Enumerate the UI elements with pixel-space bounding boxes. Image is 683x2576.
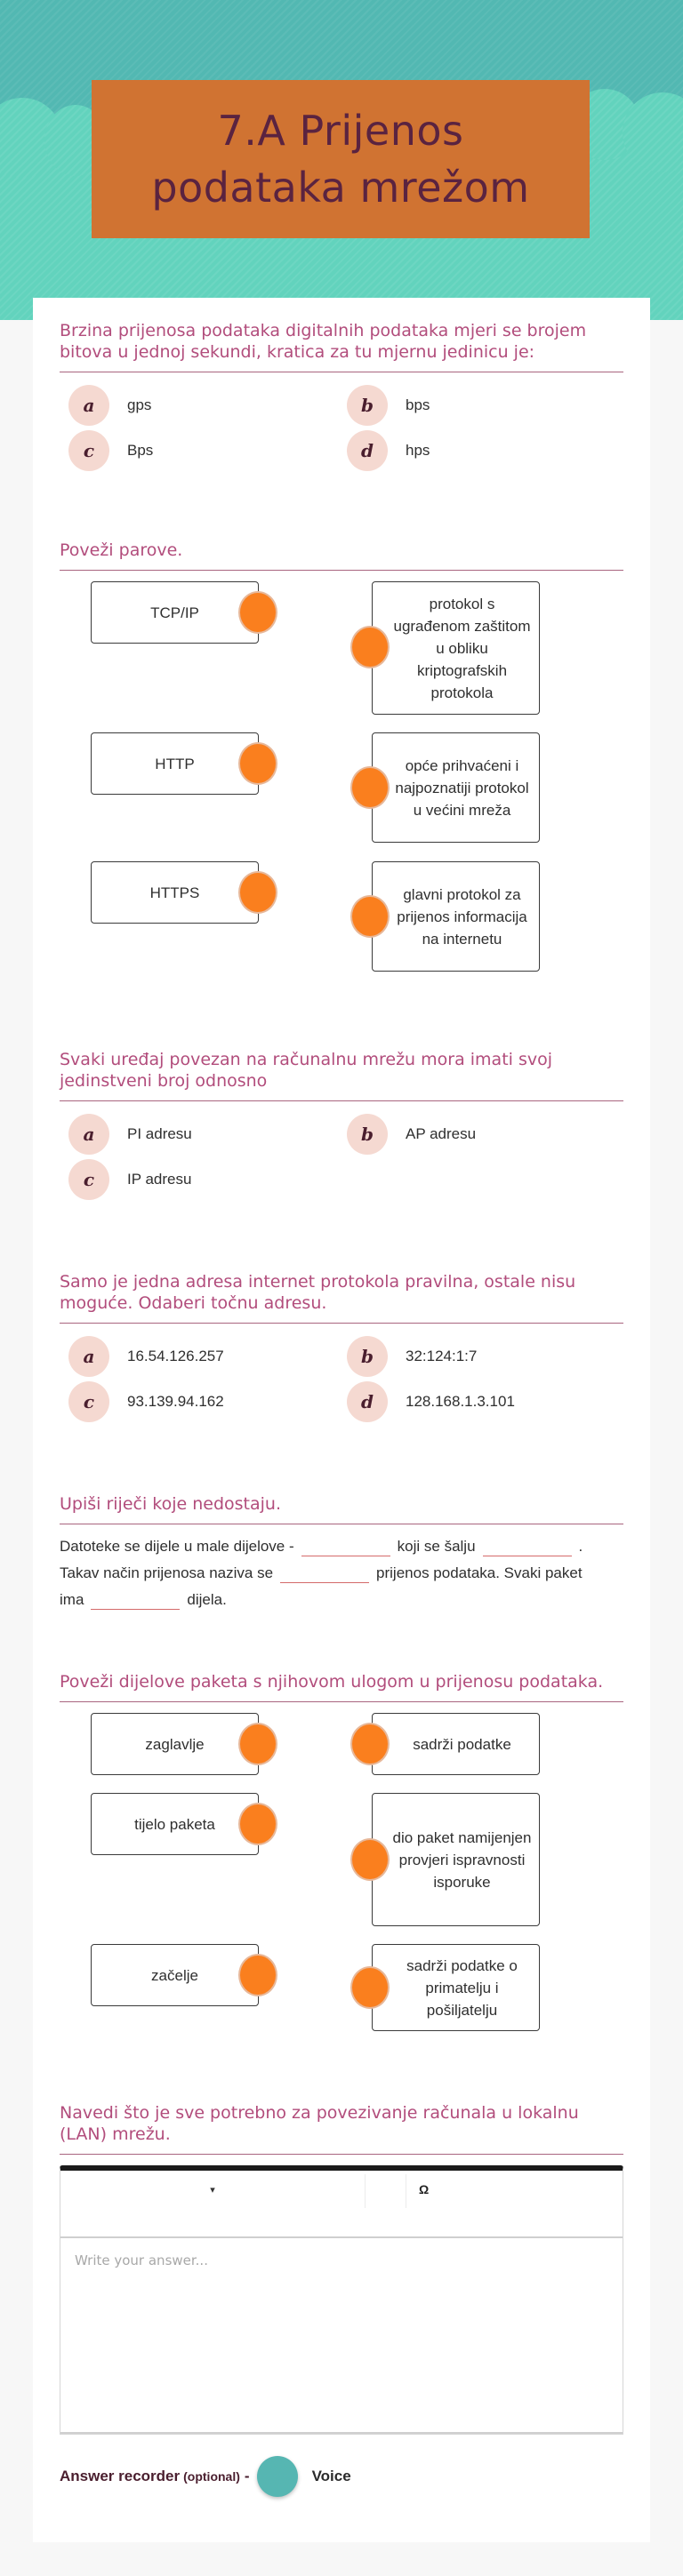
question-title: Navedi što je sve potrebno za povezivanje računala u lokalnu (LAN) mrežu.: [60, 2102, 623, 2155]
toolbar-divider: [365, 2174, 366, 2208]
question-5: [60, 1493, 623, 1613]
answer-textarea[interactable]: [60, 2238, 623, 2434]
match-left-item[interactable]: začelje: [91, 1944, 259, 2006]
chevron-down-icon: ▾: [210, 2184, 215, 2196]
option-a[interactable]: [68, 1114, 192, 1155]
question-3: [60, 1049, 623, 1212]
question-4: [60, 1271, 623, 1434]
option-a[interactable]: [68, 385, 151, 426]
match-right-item[interactable]: protokol s ugrađenom zaštitom u obliku kriptografskih protokola: [372, 581, 540, 715]
match-connector-dot[interactable]: [350, 1838, 390, 1881]
option-text: 16.54.126.257: [127, 1348, 224, 1364]
option-letter: d: [347, 1381, 388, 1422]
format-dropdown[interactable]: [60, 2171, 365, 2208]
option-text: 128.168.1.3.101: [406, 1393, 515, 1410]
voice-label: Voice: [311, 2468, 351, 2484]
match-right-item[interactable]: glavni protokol za prijenos informacija na internetu: [372, 861, 540, 972]
question-title: Poveži parove.: [60, 540, 623, 571]
match-connector-dot[interactable]: [238, 1723, 277, 1765]
blank-input-1[interactable]: [301, 1539, 390, 1556]
editor-toolbar: [60, 2171, 623, 2238]
match-connector-dot[interactable]: [350, 1966, 390, 2009]
option-text: 93.139.94.162: [127, 1393, 224, 1410]
match-right-item[interactable]: opće prihvaćeni i najpoznatiji protokol u većini mreža: [372, 732, 540, 843]
option-c[interactable]: [68, 430, 153, 471]
option-letter: c: [68, 1159, 109, 1200]
question-title: Samo je jedna adresa internet protokola pravilna, ostale nisu moguće. Odaberi točnu adresu.: [60, 1271, 623, 1324]
fill-in-text: Datoteke se dijele u male dijelove - koji se šalju . Takav način prijenosa naziva se prijenos podataka. Svaki paket ima dijela.: [60, 1538, 583, 1608]
option-d[interactable]: [347, 1381, 515, 1422]
option-text: hps: [406, 442, 430, 459]
match-connector-dot[interactable]: [238, 591, 277, 634]
match-connector-dot[interactable]: [238, 1954, 277, 1996]
option-a[interactable]: [68, 1336, 224, 1377]
option-letter: d: [347, 430, 388, 471]
option-c[interactable]: [68, 1381, 224, 1422]
question-7: [60, 2102, 623, 2499]
match-connector-dot[interactable]: [350, 766, 390, 809]
match-connector-dot[interactable]: [350, 1723, 390, 1765]
recorder-label: Answer recorder: [60, 2468, 181, 2484]
match-left-item[interactable]: zaglavlje: [91, 1713, 259, 1775]
voice-record-button[interactable]: [257, 2456, 298, 2497]
match-left-item[interactable]: TCP/IP: [91, 581, 259, 644]
page-title: 7.A Prijenos podataka mrežom: [151, 107, 530, 212]
option-letter: a: [68, 385, 109, 426]
option-text: IP adresu: [127, 1171, 192, 1188]
match-connector-dot[interactable]: [350, 895, 390, 938]
title-box: [92, 80, 590, 238]
option-letter: b: [347, 385, 388, 426]
option-b[interactable]: [347, 1114, 476, 1155]
option-text: Bps: [127, 442, 154, 459]
option-letter: b: [347, 1336, 388, 1377]
option-b[interactable]: [347, 1336, 477, 1377]
header-banner: [0, 0, 683, 320]
question-1: [60, 320, 623, 483]
option-text: bps: [406, 396, 430, 413]
option-letter: a: [68, 1336, 109, 1377]
answer-recorder: [60, 2454, 623, 2499]
rich-text-editor: [60, 2165, 623, 2435]
blank-input-3[interactable]: [280, 1565, 369, 1583]
match-connector-dot[interactable]: [238, 1803, 277, 1845]
question-title: Svaki uređaj povezan na računalnu mrežu mora imati svoj jedinstveni broj odnosno: [60, 1049, 623, 1101]
special-character-button[interactable]: [419, 2171, 429, 2208]
match-connector-dot[interactable]: [238, 871, 277, 914]
question-6: [60, 1671, 623, 2067]
blank-input-4[interactable]: [91, 1592, 180, 1610]
option-b[interactable]: [347, 385, 430, 426]
option-letter: c: [68, 430, 109, 471]
recorder-dash: -: [244, 2468, 250, 2484]
option-text: PI adresu: [127, 1125, 192, 1142]
match-left-item[interactable]: tijelo paketa: [91, 1793, 259, 1855]
match-left-item[interactable]: HTTP: [91, 732, 259, 795]
question-title: Upiši riječi koje nedostaju.: [60, 1493, 623, 1524]
quiz-card: [33, 298, 650, 2542]
blank-input-2[interactable]: [483, 1539, 572, 1556]
option-text: gps: [127, 396, 152, 413]
recorder-optional: (optional): [183, 2469, 240, 2484]
match-left-item[interactable]: HTTPS: [91, 861, 259, 924]
question-title: Poveži dijelove paketa s njihovom ulogom u prijenosu podataka.: [60, 1671, 623, 1702]
match-connector-dot[interactable]: [350, 626, 390, 668]
option-c[interactable]: [68, 1159, 191, 1200]
option-d[interactable]: [347, 430, 430, 471]
match-right-item[interactable]: sadrži podatke o primatelju i pošiljatelju: [372, 1944, 540, 2031]
match-right-item[interactable]: dio paket namijenjen provjeri ispravnosti isporuke: [372, 1793, 540, 1926]
option-letter: c: [68, 1381, 109, 1422]
option-letter: a: [68, 1114, 109, 1155]
option-text: 32:124:1:7: [406, 1348, 478, 1364]
match-connector-dot[interactable]: [238, 742, 277, 785]
option-letter: b: [347, 1114, 388, 1155]
match-right-item[interactable]: sadrži podatke: [372, 1713, 540, 1775]
option-text: AP adresu: [406, 1125, 477, 1142]
omega-icon: Ω: [419, 2182, 430, 2196]
question-title: Brzina prijenosa podataka digitalnih podataka mjeri se brojem bitova u jednoj sekundi, kratica za tu mjernu jedinicu je:: [60, 320, 623, 372]
question-2: [60, 540, 623, 980]
